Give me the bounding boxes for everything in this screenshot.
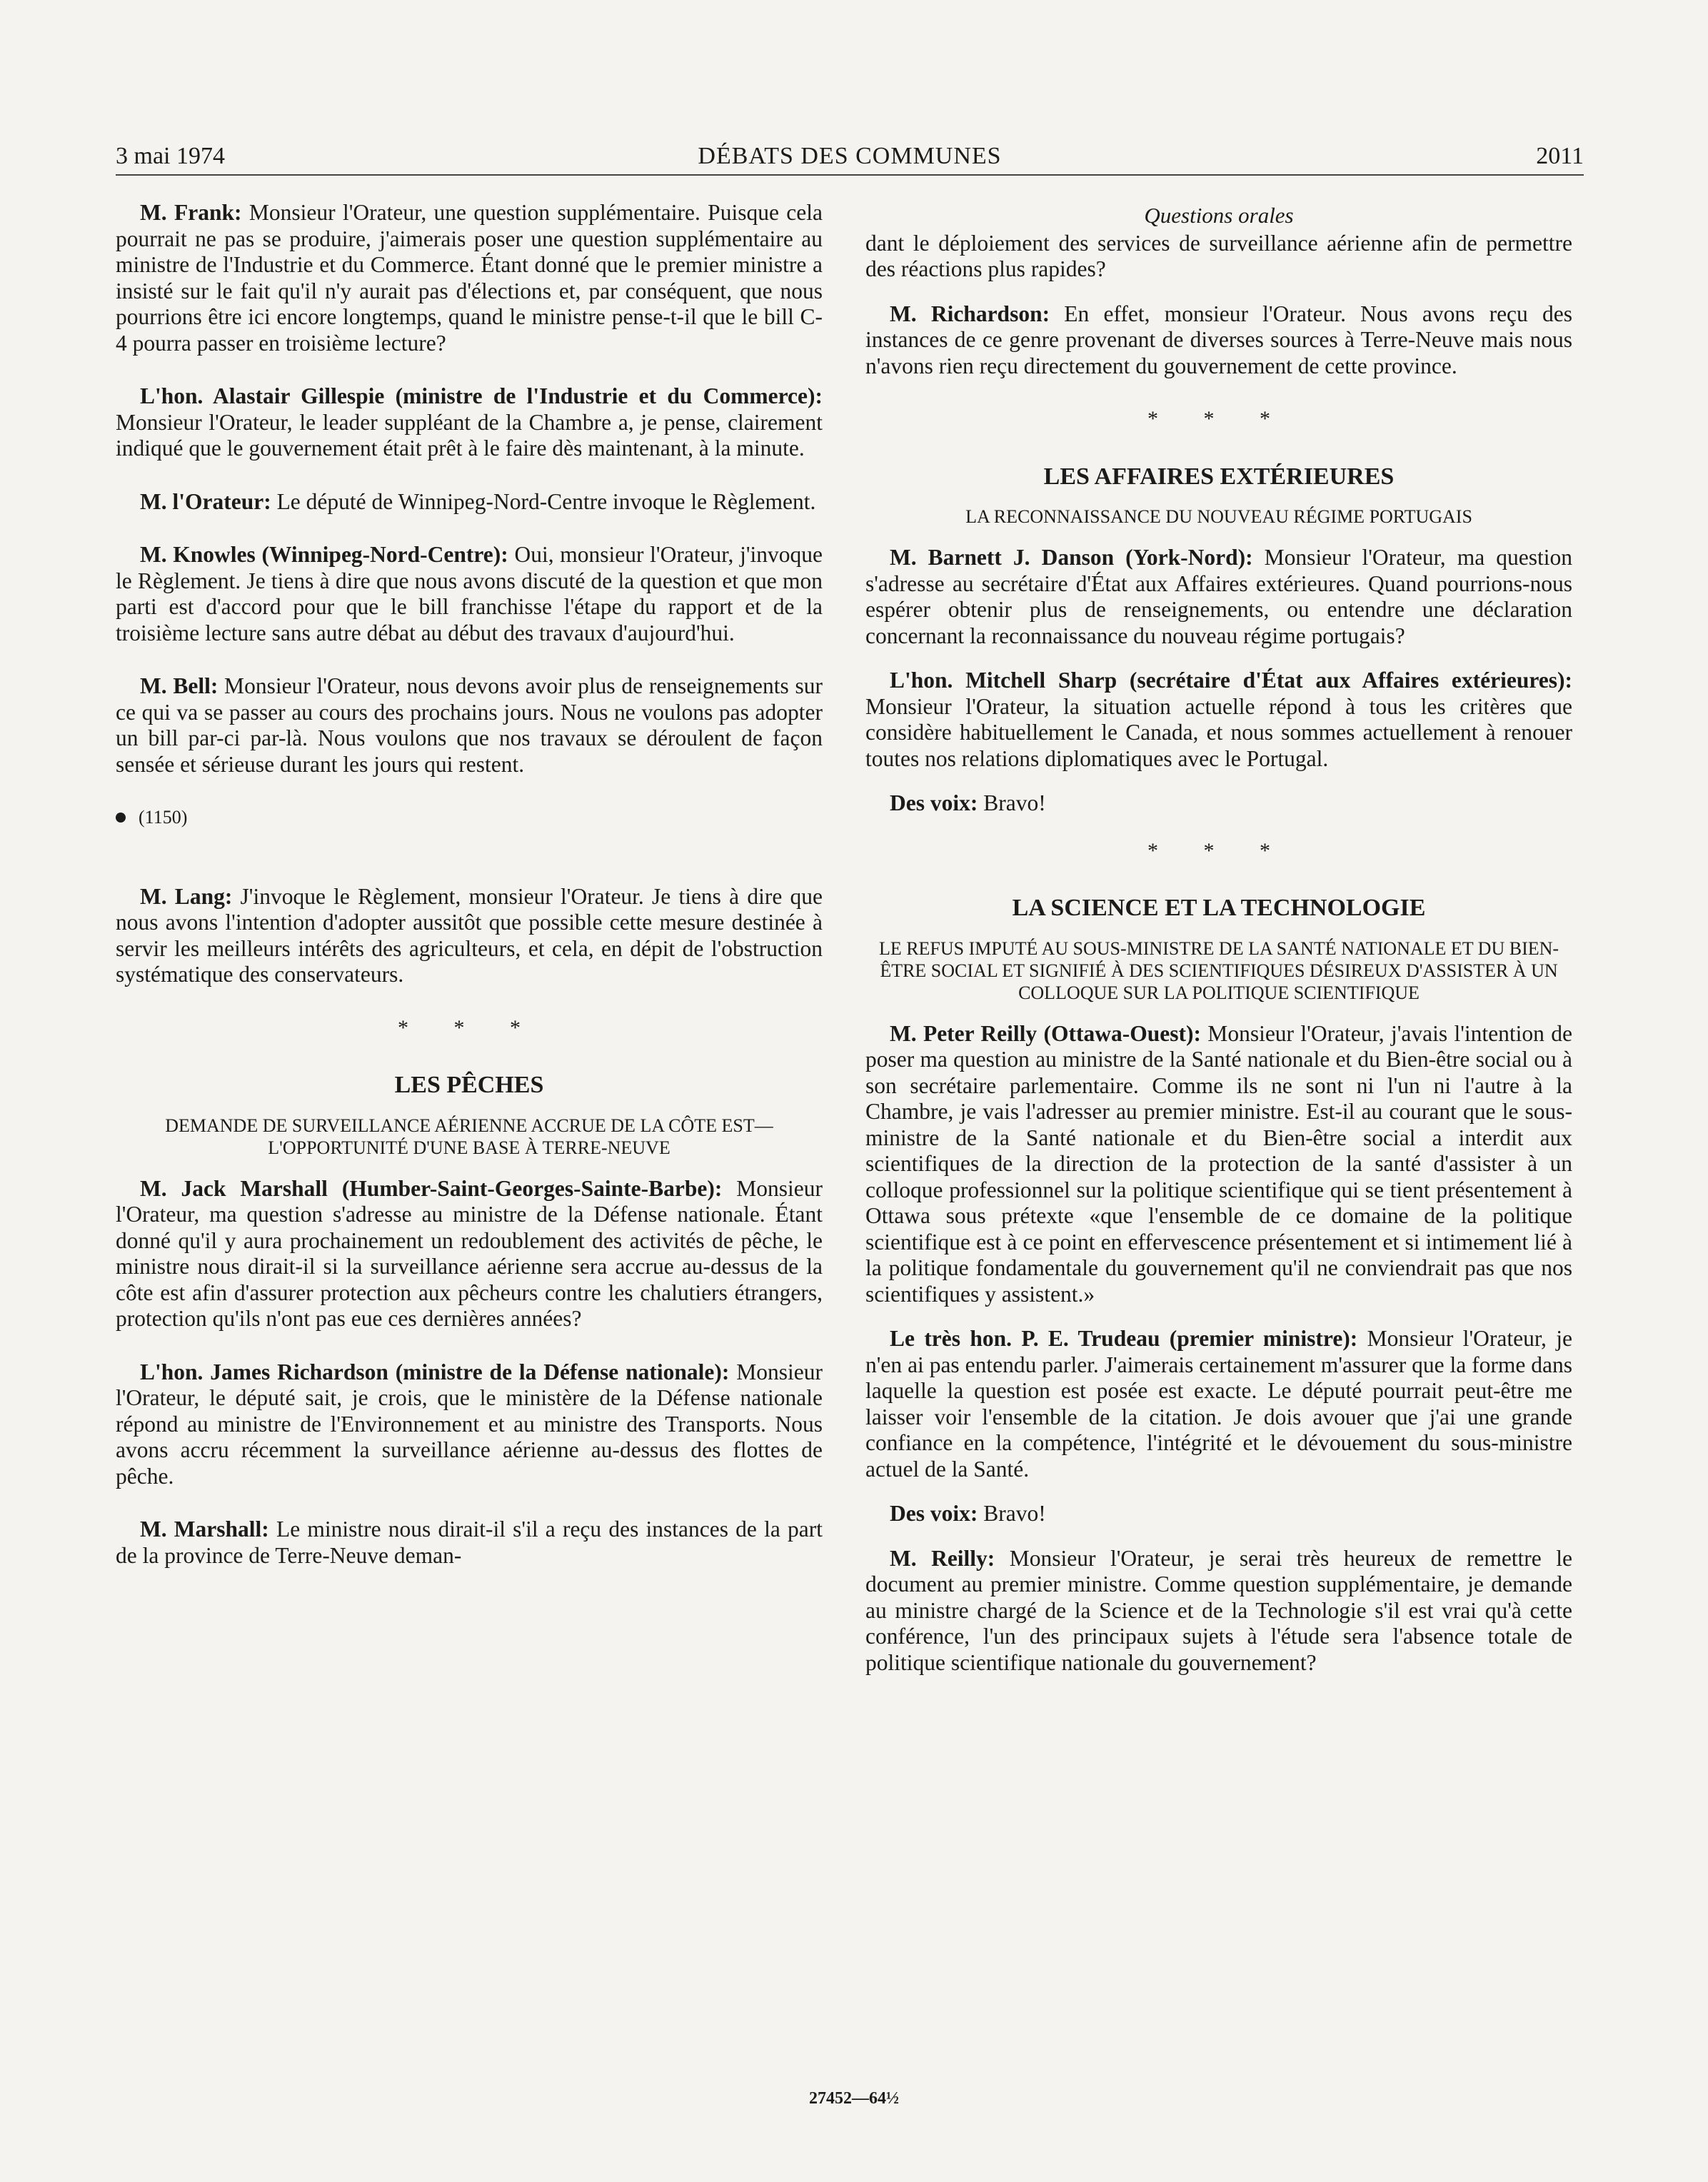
paragraph (116, 200, 823, 356)
section-title: LES AFFAIRES EXTÉRIEURES (1043, 463, 1395, 490)
section-separator: * * * (398, 1015, 541, 1040)
speaker-name: M. Knowles (Winnipeg-Nord-Centre): (140, 542, 508, 567)
speaker-name: M. Frank: (140, 200, 242, 225)
speech-text: Monsieur l'Orateur, une question supplémentaire. Puisque cela pourrait ne pas se produire, j'aimerais poser une question supplémentaire au ministre de l'Industrie et du Commerce. Étant donné que le premier ministre a insisté sur le fait qu'il n'y aurait pas d'élections et, par conséquent, que nous pourrions être ici encore longtemps, quand le ministre pense-t-il que le bill C-4 pourra passer en troisième lecture? (116, 200, 823, 356)
speech-text: Monsieur l'Orateur, je n'en ai pas entendu parler. J'aimerais certainement m'assurer que la forme dans laquelle la question est posée est exacte. Le député pourrait peut-être me laisser voir l'ensemble de la citation. Je dois avouer que j'ai une grande confiance en la compétence, l'intégrité et le dévouement du sous-ministre actuel de la Santé. (865, 1326, 1572, 1482)
speaker-name: L'hon. James Richardson (ministre de la Défense nationale): (140, 1359, 730, 1384)
speaker-name: M. Reilly: (890, 1545, 995, 1571)
speech-text: Monsieur l'Orateur, le leader suppléant de la Chambre a, je pense, clairement indiqué que le gouvernement était prêt à le faire dès maintenant, à la minute. (116, 409, 823, 461)
speech-text: Bravo! (978, 1501, 1046, 1526)
right-column (865, 200, 1572, 1694)
speech-text: Monsieur l'Orateur, nous devons avoir plus de renseignements sur ce qui va se passer au cours des prochains jours. Nous ne voulons pas adopter un bill par-ci par-là. Nous voulons que nos travaux se déroulent de façon sensée et sérieuse durant les jours qui restent. (116, 673, 823, 777)
header-title: DÉBATS DES COMMUNES (698, 143, 1002, 169)
section-title: LA SCIENCE ET LA TECHNOLOGIE (1012, 895, 1426, 921)
paragraph-continuation: dant le déploiement des services de surveillance aérienne afin de permettre des réactions plus rapides? (865, 230, 1572, 281)
paragraph (865, 790, 1572, 817)
paragraph (116, 489, 823, 516)
speaker-name: M. Richardson: (890, 301, 1050, 326)
section-subheading: LE REFUS IMPUTÉ AU SOUS-MINISTRE DE LA SANTÉ NATIONALE ET DU BIEN-ÊTRE SOCIAL ET SIGNIFIÉ À DES SCIENTIFIQUES DÉSIREUX D'ASSISTER À UN COLLOQUE SUR LA POLITIQUE SCIENTIFIQUE (878, 937, 1559, 1003)
speaker-name: M. Peter Reilly (Ottawa-Ouest): (890, 1020, 1201, 1046)
paragraph (116, 383, 823, 462)
paragraph (116, 884, 823, 988)
bullet-icon (116, 813, 126, 823)
section-subheading: LA RECONNAISSANCE DU NOUVEAU RÉGIME PORTUGAIS (965, 506, 1472, 527)
page-header (116, 140, 1584, 176)
speech-text: Le député de Winnipeg-Nord-Centre invoque le Règlement. (271, 488, 816, 514)
footer-code: 27452—64½ (809, 2089, 899, 2108)
speaker-name: M. Marshall: (140, 1517, 269, 1542)
section-separator: * * * (1147, 407, 1290, 431)
paragraph (865, 1021, 1572, 1308)
speaker-name: Des voix: (890, 790, 978, 815)
speaker-name: M. Bell: (140, 673, 218, 698)
paragraph (116, 1359, 823, 1490)
speaker-name: M. l'Orateur: (140, 488, 271, 514)
header-page-number: 2011 (1536, 143, 1584, 169)
time-marker-text: (1150) (139, 807, 188, 828)
speech-text: Monsieur l'Orateur, le député sait, je crois, que le ministère de la Défense nationale répond au ministre de l'Environnement et au ministre des Transports. Nous avons accru récemment la surveillance aérienne au-dessus des flottes de pêche. (116, 1359, 823, 1489)
speech-text: Oui, monsieur l'Orateur, j'invoque le Règlement. Je tiens à dire que nous avons discuté de la question et que mon parti est d'accord pour que le bill franchisse l'étape du rapport et de la troisième lecture sans autre débat au début des travaux d'aujourd'hui. (116, 542, 823, 645)
speech-text: Le ministre nous dirait-il s'il a reçu des instances de la part de la province de Terre-Neuve deman- (116, 1517, 823, 1568)
speaker-name: Des voix: (890, 1501, 978, 1526)
paragraph (116, 1517, 823, 1569)
paragraph (865, 1546, 1572, 1676)
paragraph (865, 1501, 1572, 1527)
running-head: Questions orales (1144, 203, 1294, 228)
section-title: LES PÊCHES (394, 1072, 544, 1098)
speaker-name: L'hon. Alastair Gillespie (ministre de l'Industrie et du Commerce): (140, 383, 823, 408)
speech-text: Monsieur l'Orateur, ma question s'adresse au ministre de la Défense nationale. Étant donné qu'il y aura prochainement un redoublement des activités de pêche, le ministre nous dirait-il si la surveillance aérienne sera accrue au-dessus de la côte est afin d'assurer protection aux pêcheurs contre les chalutiers étrangers, protection qu'ils n'ont pas eue ces dernières années? (116, 1175, 823, 1331)
paragraph (116, 673, 823, 778)
speech-text: J'invoque le Règlement, monsieur l'Orateur. Je tiens à dire que nous avons l'intention d'adopter aussitôt que possible cette mesure destinée à servir les meilleurs intérêts des agriculteurs, et cela, en dépit de l'obstruction systématique des conservateurs. (116, 883, 823, 987)
paragraph (865, 1326, 1572, 1482)
speaker-name: L'hon. Mitchell Sharp (secrétaire d'État aux Affaires extérieures): (890, 668, 1572, 693)
paragraph (865, 545, 1572, 649)
left-column (116, 200, 823, 1596)
section-separator: * * * (1147, 838, 1290, 863)
paragraph (116, 1176, 823, 1332)
paragraph (865, 301, 1572, 380)
speaker-name: M. Barnett J. Danson (York-Nord): (890, 545, 1253, 570)
speaker-name: M. Jack Marshall (Humber-Saint-Georges-Sainte-Barbe): (140, 1175, 723, 1201)
speech-text: En effet, monsieur l'Orateur. Nous avons reçu des instances de ce genre provenant de diverses sources à Terre-Neuve mais nous n'avons rien reçu directement du gouvernement de cette province. (865, 301, 1572, 378)
speech-text: Monsieur l'Orateur, la situation actuelle répond à tous les critères que considère habituellement le Canada, et nous sommes actuellement à renouer toutes nos relations diplomatiques avec le Portugal. (865, 693, 1572, 771)
paragraph (116, 542, 823, 646)
paragraph (865, 668, 1572, 772)
speaker-name: M. Lang: (140, 883, 233, 909)
speech-text: Monsieur l'Orateur, j'avais l'intention de poser ma question au ministre de la Santé nationale et du Bien-être social ou à son secrétaire parlementaire. Comme ils ne sont ni l'un ni l'autre à la Chambre, je vais l'adresser au premier ministre. Est-il au courant que le sous-ministre de la Santé nationale et du Bien-être social a interdit aux scientifiques de la direction de la protection de la santé d'assister à un colloque professionnel sur la politique scientifique qui se tient présentement à Ottawa sous prétexte «que l'ensemble de ce domaine de la politique scientifique est à ce point en effervescence présentement et si intimement lié à la politique fondamentale du gouvernement qu'il ne conviendrait pas que nos scientifiques y assistent.» (865, 1020, 1572, 1307)
speaker-name: Le très hon. P. E. Trudeau (premier ministre): (890, 1326, 1358, 1351)
header-date: 3 mai 1974 (116, 143, 225, 169)
speech-text: Bravo! (978, 790, 1046, 815)
section-subheading: DEMANDE DE SURVEILLANCE AÉRIENNE ACCRUE DE LA CÔTE EST—L'OPPORTUNITÉ D'UNE BASE À TERRE-NEUVE (165, 1115, 773, 1158)
time-marker (116, 805, 823, 831)
speech-text: Monsieur l'Orateur, ma question s'adresse au secrétaire d'État aux Affaires extérieures. Quand pourrions-nous espérer obtenir plus de renseignements, ou entendre une déclaration concernant la reconnaissance du nouveau régime portugais? (865, 545, 1572, 648)
speech-text: Monsieur l'Orateur, je serai très heureux de remettre le document au premier ministre. Comme question supplémentaire, je demande au ministre chargé de la Science et de la Technologie s'il est vrai qu'à cette conférence, l'un des principaux sujets à l'étude sera l'absence totale de politique scientifique nationale du gouvernement? (865, 1545, 1572, 1675)
